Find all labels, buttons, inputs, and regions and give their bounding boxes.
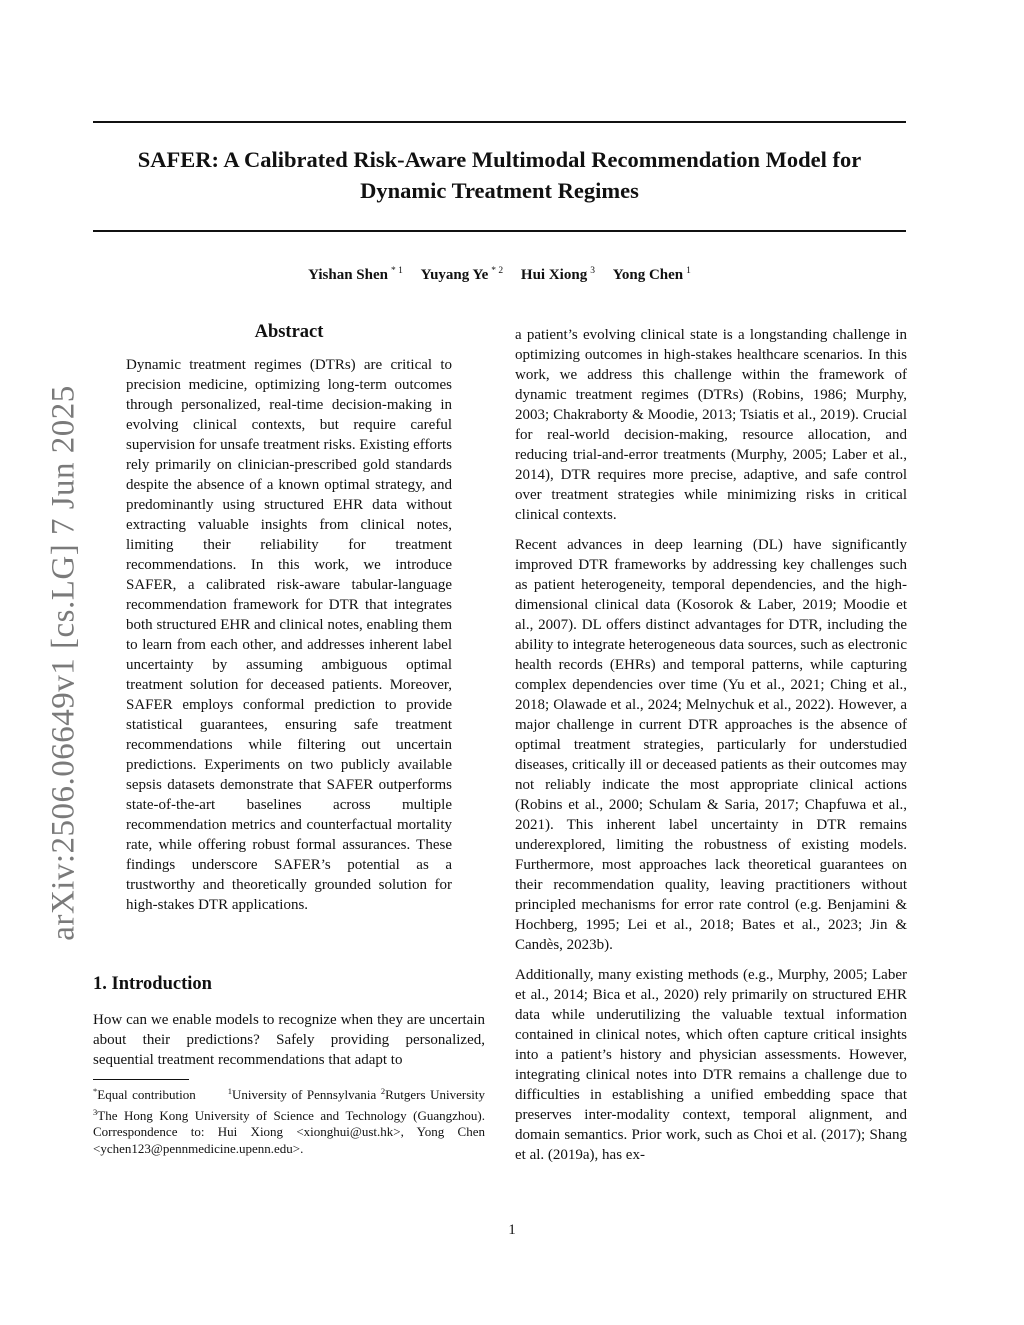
footnote-mark: 2 bbox=[380, 1086, 386, 1096]
author-name: Yishan Shen bbox=[308, 267, 388, 283]
footnote bbox=[93, 1083, 485, 1158]
title-line-2: Dynamic Treatment Regimes bbox=[360, 178, 639, 203]
title-line-1: SAFER: A Calibrated Risk-Aware Multimodal Recommendation Model for bbox=[137, 147, 862, 172]
footnote-mark: 1 bbox=[227, 1086, 233, 1096]
correspondence: Correspondence to: Hui Xiong <xionghui@ust.hk>, Yong Chen <ychen123@pennmedicine.upenn.edu>. bbox=[93, 1124, 485, 1157]
introduction-paragraph: How can we enable models to recognize when they are uncertain about their predictions? Safely providing personalized, sequential treatment recommendations that adapt to bbox=[93, 1012, 485, 1068]
affiliation-mark: 1 bbox=[686, 266, 691, 276]
body-paragraph: a patient’s evolving clinical state is a longstanding challenge in optimizing outcomes in high-stakes healthcare scenarios. In this work, we address this challenge within the framework of dynamic treatment regimes (DTRs) (Robins, 1986; Murphy, 2003; Chakraborty & Moodie, 2013; Tsiatis et al., 2019). Crucial for real-world decision-making, resource allocation, and reducing trial-and-error treatments (Murphy, 2005; Laber et al., 2014), DTR requires more precise, adaptive, and safe control over treatment strategies while minimizing risks in critical clinical contexts. bbox=[515, 327, 907, 523]
affiliation-3: The Hong Kong University of Science and Technology (Guangzhou). bbox=[97, 1107, 485, 1123]
affiliation-mark: * 2 bbox=[491, 266, 504, 276]
footnote-rule bbox=[93, 1079, 189, 1080]
author-list bbox=[93, 266, 906, 284]
right-column bbox=[515, 325, 907, 1175]
page-number: 1 bbox=[508, 1222, 516, 1238]
affiliation-mark: 3 bbox=[590, 266, 595, 276]
body-paragraph: Recent advances in deep learning (DL) have significantly improved DTR frameworks by addressing key challenges such as patient heterogeneity, temporal dependencies, and the high-dimensional clinical data (Kosorok & Laber, 2019; Moodie et al., 2007). DL offers distinct advantages for DTR, including the ability to integrate heterogeneous data sources, such as electronic health records (EHRs) and temporal patterns, while capturing complex dependencies over time (Yu et al., 2021; Ching et al., 2018; Olawade et al., 2024; Melnychuk et al., 2022). However, a major challenge in current DTR approaches is the absence of optimal treatment strategies, particularly for understudied diseases, critically ill or deceased patients as their outcomes may not reliably indicate the most appropriate clinical actions (Robins et al., 2000; Schulam & Saria, 2017; Chapfuwa et al., 2021). This inherent label uncertainty in DTR remains underexplored, limiting the robustness of existing models. Furthermore, most approaches lack theoretical guarantees on their recommendation quality, leaving practitioners without principled mechanisms for error rate control (e.g. Benjamini & Hochberg, 1995; Lei et al., 2018; Bates et al., 2023; Jin & Candès, 2023b). bbox=[515, 537, 907, 953]
introduction-heading: 1. Introduction bbox=[93, 974, 212, 994]
author bbox=[421, 267, 504, 283]
title-top-rule bbox=[93, 121, 906, 123]
author-name: Yong Chen bbox=[612, 267, 684, 283]
body-paragraph: Additionally, many existing methods (e.g., Murphy, 2005; Laber et al., 2014; Bica et al., 2020) rely primarily on structured EHR data while underutilizing the valuable textual information contained in clinical notes, which often capture critical insights into a patient’s history and physician assessments. However, integrating clinical notes into DTR remains a challenge due to difficulties in establishing a unified embedding space that preserves inter-modality context, temporal alignment, and domain semantics. Prior work, such as Choi et al. (2017); Shang et al. (2019a), has ex- bbox=[515, 967, 907, 1163]
footnote-mark: 3 bbox=[93, 1106, 98, 1117]
paper-title bbox=[93, 144, 906, 206]
abstract-text: Dynamic treatment regimes (DTRs) are critical to precision medicine, optimizing long-term outcomes through personalized, real-time decision-making in evolving clinical contexts, but require careful supervision for unsafe treatment risks. Existing efforts rely primarily on clinician-prescribed gold standards despite the absence of a known optimal strategy, and predominantly using structured EHR data without extracting valuable insights from clinical notes, limiting their reliability for treatment recommendations. In this work, we introduce SAFER, a calibrated risk-aware tabular-language recommendation framework for DTR that integrates both structured EHR and clinical notes, enabling them to learn from each other, and addresses inherent label uncertainty by assuming ambiguous optimal treatment solution for deceased patients. Moreover, SAFER employs conformal prediction to provide statistical guarantees, ensuring safe treatment recommendations while filtering out uncertain predictions. Experiments on two publicly available sepsis datasets demonstrate that SAFER outperforms state-of-the-art baselines across multiple recommendation metrics and counterfactual mortality rate, while offering robust formal assurances. These findings underscore SAFER’s potential as a trustworthy and theoretically grounded solution for high-stakes DTR applications. bbox=[126, 357, 452, 913]
footnote-mark: * bbox=[93, 1086, 98, 1096]
title-bottom-rule bbox=[93, 230, 906, 232]
author bbox=[308, 267, 403, 283]
footnote-equal-contribution: Equal contribution bbox=[97, 1087, 196, 1102]
author-name: Yuyang Ye bbox=[420, 267, 489, 283]
affiliation-2: Rutgers University bbox=[385, 1087, 485, 1102]
author bbox=[521, 267, 595, 283]
affiliation-mark: * 1 bbox=[391, 266, 403, 276]
arxiv-identifier-stamp: arXiv:2506.06649v1 [cs.LG] 7 Jun 2025 bbox=[45, 385, 82, 941]
author-name: Hui Xiong bbox=[520, 267, 588, 283]
author bbox=[613, 267, 691, 283]
affiliation-1: University of Pennsylvania bbox=[232, 1087, 377, 1102]
abstract-heading: Abstract bbox=[254, 322, 324, 342]
